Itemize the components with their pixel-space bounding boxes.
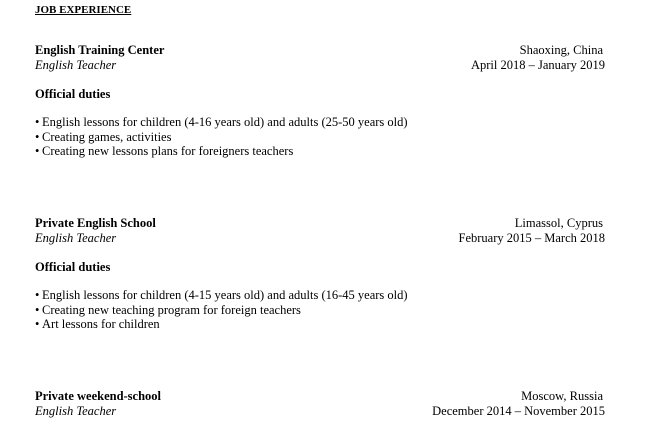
job-dates: December 2014 – November 2015 <box>432 404 605 418</box>
job-entry <box>35 43 605 159</box>
duties-heading: Official duties <box>35 87 111 101</box>
duty-text: Art lessons for children <box>42 317 160 331</box>
duty-text: English lessons for children (4-15 years old) and adults (16-45 years old) <box>42 288 408 302</box>
bullet-icon: • <box>35 115 40 129</box>
duty-item <box>35 303 605 318</box>
duty-text: Creating new lessons plans for foreigners teachers <box>42 144 294 158</box>
duty-text: Creating games, activities <box>42 129 172 144</box>
company-name: Private weekend-school <box>35 389 162 403</box>
job-dates: April 2018 – January 2019 <box>470 58 605 72</box>
job-entry <box>35 389 605 419</box>
job-entry <box>35 216 605 332</box>
bullet-icon: • <box>35 302 40 317</box>
duties-heading: Official duties <box>35 260 111 274</box>
duty-text: English lessons for children (4-16 years old) and adults (25-50 years old) <box>42 115 408 129</box>
bullet-icon: • <box>35 288 40 302</box>
bullet-icon: • <box>35 317 40 331</box>
job-location: Shaoxing, China <box>519 43 603 57</box>
duties-list <box>35 115 605 159</box>
section-title-job-experience: JOB EXPERIENCE <box>35 4 132 16</box>
bullet-icon: • <box>35 129 40 144</box>
job-location: Moscow, Russia <box>521 389 603 403</box>
duty-item <box>35 288 605 303</box>
job-role: English Teacher <box>35 58 117 72</box>
company-name: Private English School <box>35 216 156 230</box>
job-role: English Teacher <box>35 231 117 245</box>
duties-list <box>35 288 605 332</box>
job-dates: February 2015 – March 2018 <box>458 231 605 245</box>
bullet-icon: • <box>35 144 40 158</box>
duty-item <box>35 144 605 159</box>
duty-text: Creating new teaching program for foreign teachers <box>42 302 301 317</box>
duty-item <box>35 317 605 332</box>
duty-item <box>35 115 605 130</box>
job-role: English Teacher <box>35 404 117 418</box>
company-name: English Training Center <box>35 43 165 57</box>
duty-item <box>35 130 605 145</box>
job-location: Limassol, Cyprus <box>514 216 603 230</box>
